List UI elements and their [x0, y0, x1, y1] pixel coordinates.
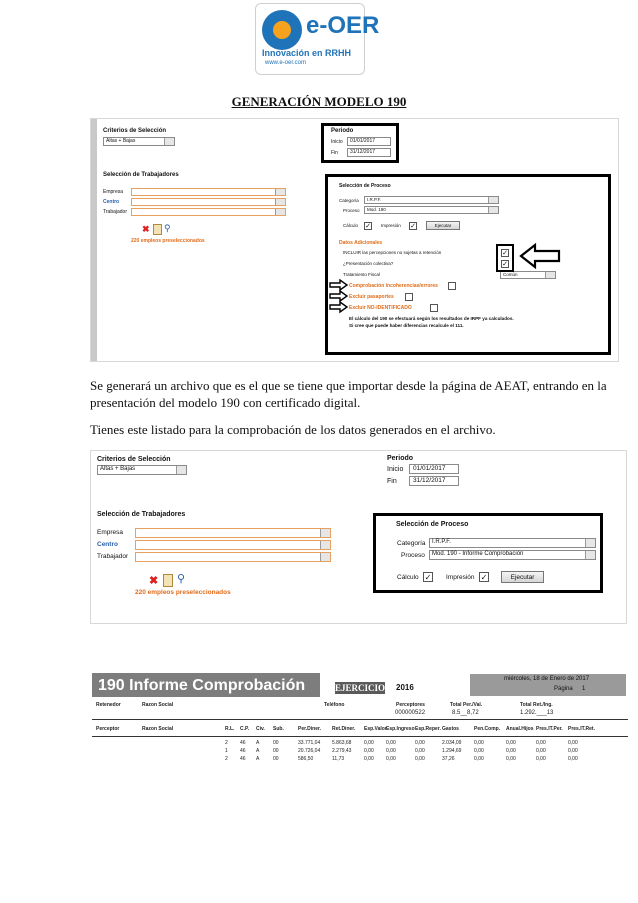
table-cell: 2.279,43	[332, 748, 352, 754]
categoria-select[interactable]	[364, 196, 499, 204]
table-cell: 0,00	[364, 756, 374, 762]
table-cell: 46	[240, 740, 246, 746]
document-icon[interactable]	[163, 574, 173, 587]
column-header: Pen.Comp.	[474, 726, 501, 732]
column-header: Esp.Ingreso	[386, 726, 415, 732]
fin-input[interactable]: 31/12/2017	[409, 476, 459, 486]
table-cell: 0,00	[474, 756, 484, 762]
table-cell: 20.726,04	[298, 748, 321, 754]
proceso-label: Selección de Proceso	[396, 521, 469, 528]
categoria-label: Categoría	[397, 540, 426, 547]
table-cell: 11,73	[332, 756, 345, 762]
table-cell: 0,00	[536, 756, 546, 762]
empresa-select[interactable]	[131, 188, 286, 196]
delete-icon[interactable]: ✖	[149, 575, 159, 587]
inicio-label: Inicio	[387, 466, 404, 473]
trabajador-select[interactable]	[131, 208, 286, 216]
column-header: Esp.Reper.	[415, 726, 441, 732]
calculo-checkbox[interactable]: ✓	[365, 223, 371, 230]
trabajadores-label: Selección de Trabajadores	[97, 511, 186, 518]
categoria-value: I.R.P.F.	[367, 197, 382, 202]
chevron-down-icon	[320, 541, 330, 549]
categoria-value: I.R.P.F.	[432, 539, 451, 545]
divider	[92, 736, 628, 737]
column-header: Anual.Hijos	[506, 726, 534, 732]
divider	[92, 719, 628, 720]
impresion-label: Impresión	[446, 574, 475, 581]
column-header: C.P.	[240, 726, 250, 732]
criterios-select[interactable]	[97, 465, 187, 475]
periodo-label: Periodo	[387, 455, 414, 462]
head-col: Total Per./Val.	[450, 702, 483, 708]
table-cell: 0,00	[568, 740, 578, 746]
table-cell: 46	[240, 756, 246, 762]
preselected-count: 220 empleos preseleccionados	[135, 589, 231, 596]
proceso-value: Mod. 190	[367, 207, 386, 212]
impresion-checkbox[interactable]: ✓	[480, 573, 488, 582]
table-cell: 2.034,09	[442, 740, 462, 746]
table-cell: 1	[225, 748, 228, 754]
delete-icon[interactable]: ✖	[142, 224, 150, 234]
table-cell: 0,00	[506, 740, 516, 746]
proceso-field-label: Proceso	[343, 208, 360, 213]
column-header: Per.Diner.	[298, 726, 322, 732]
search-icon[interactable]: ⚲	[177, 573, 186, 585]
table-cell: 0,00	[364, 748, 374, 754]
trabajador-label: Trabajador	[103, 209, 127, 215]
table-cell: 0,00	[364, 740, 374, 746]
table-cell: 46	[240, 748, 246, 754]
excluir-pasaportes-checkbox[interactable]	[405, 293, 413, 301]
inicio-input[interactable]: 01/01/2017	[347, 137, 391, 146]
table-cell: 0,00	[415, 740, 425, 746]
search-icon[interactable]: ⚲	[164, 223, 171, 233]
column-header: Razon Social	[142, 726, 174, 732]
column-header: Esp.Valor	[364, 726, 387, 732]
ejecutar-button[interactable]: Ejecutar	[426, 221, 460, 230]
tratamiento-select[interactable]	[500, 271, 556, 279]
page-title: GENERACIÓN MODELO 190	[231, 94, 407, 109]
table-cell: 33.771,04	[298, 740, 321, 746]
column-header: Civ.	[256, 726, 265, 732]
chevron-down-icon	[275, 209, 285, 215]
report-title: 190 Informe Comprobación	[98, 677, 306, 694]
table-cell: 2	[225, 740, 228, 746]
table-cell: 0,00	[415, 748, 425, 754]
centro-select[interactable]	[131, 198, 286, 206]
criterios-label: Criterios de Selección	[97, 456, 171, 463]
note-line-1: El cálculo del 190 se efectuará según los resultados de IRPF ya calculados.	[349, 316, 514, 321]
pagina-value: 1	[582, 686, 586, 692]
proceso-label: Selección de Proceso	[339, 183, 391, 189]
centro-select[interactable]	[135, 540, 331, 550]
column-header: R.L.	[225, 726, 235, 732]
table-cell: 5.863,68	[332, 740, 352, 746]
trabajadores-label: Selección de Trabajadores	[103, 172, 179, 178]
table-cell: 0,00	[474, 748, 484, 754]
excluir-pasaportes-label: Excluir pasaportes	[349, 294, 394, 300]
empresa-select[interactable]	[135, 528, 331, 538]
proceso-select[interactable]	[364, 206, 499, 214]
head-col: Razon Social	[142, 702, 174, 708]
column-header: Sub.	[273, 726, 284, 732]
arrow-right-icons	[329, 279, 349, 315]
table-cell: 0,00	[536, 748, 546, 754]
tratamiento-value: Común	[503, 272, 518, 277]
chevron-down-icon	[320, 529, 330, 537]
trabajador-label: Trabajador	[97, 553, 129, 560]
ejecutar-button[interactable]: Ejecutar	[501, 571, 544, 583]
table-cell: 0,00	[415, 756, 425, 762]
chevron-down-icon	[164, 138, 174, 145]
chevron-down-icon	[585, 539, 595, 547]
criterios-select[interactable]	[103, 137, 175, 146]
table-cell: 0,00	[536, 740, 546, 746]
fin-input[interactable]: 31/12/2017	[347, 148, 391, 157]
calculo-label: Cálculo	[343, 223, 359, 228]
head-col: Teléfono	[324, 702, 345, 708]
table-cell: 0,00	[506, 756, 516, 762]
presentacion-label: ¿Presentación colectiva?	[343, 261, 394, 266]
table-cell: 586,50	[298, 756, 314, 762]
table-cell: 00	[273, 756, 279, 762]
table-cell: 0,00	[386, 748, 396, 754]
column-header: Pres.IT.Per.	[536, 726, 563, 732]
calculo-label: Cálculo	[397, 574, 419, 581]
column-header: Pres.IT.Ret.	[568, 726, 595, 732]
table-cell: 37,26	[442, 756, 455, 762]
proceso-field-label: Proceso	[401, 552, 425, 559]
periodo-label: Periodo	[331, 128, 354, 134]
screenshot-informe-form	[90, 450, 627, 624]
head-col: Total Ret./Ing.	[520, 702, 553, 708]
table-cell: A	[256, 756, 260, 762]
column-header: Perceptor	[96, 726, 120, 732]
incluir-checkbox[interactable]: ✓	[502, 250, 508, 257]
empresa-label: Empresa	[103, 189, 124, 195]
chevron-down-icon	[488, 197, 498, 203]
report-date: miércoles, 18 de Enero de 2017	[504, 676, 590, 682]
incluir-label: INCLUIR las percepciones no sujetas a retención	[343, 250, 442, 255]
column-header: Gastos	[442, 726, 459, 732]
table-cell: 1.294,69	[442, 748, 462, 754]
table-cell: 0,00	[568, 756, 578, 762]
criterios-value: Altas + Bajas	[106, 138, 136, 144]
trabajador-select[interactable]	[135, 552, 331, 562]
centro-label: Centro	[103, 199, 120, 205]
fin-label: Fin	[387, 478, 397, 485]
perceptores-value: 000000522	[395, 710, 426, 716]
total-per-value: 8.5__8,72	[452, 710, 479, 716]
chevron-down-icon	[320, 553, 330, 561]
table-cell: 0,00	[474, 740, 484, 746]
document-icon[interactable]	[153, 224, 162, 235]
excluir-noid-label: Excluir NO-IDENTIFICADO	[349, 305, 412, 311]
calculo-checkbox[interactable]: ✓	[424, 573, 432, 582]
total-ret-value: 1.292.___13	[520, 710, 554, 716]
table-cell: 00	[273, 740, 279, 746]
impresion-checkbox[interactable]: ✓	[410, 223, 416, 230]
proceso-value: Mod. 190 - Informe Comprobación	[432, 551, 524, 557]
fin-label: Fin	[331, 150, 338, 156]
screenshot-report	[92, 668, 628, 768]
categoria-select[interactable]	[429, 538, 596, 548]
table-cell: A	[256, 740, 260, 746]
preselected-count: 220 empleos preseleccionados	[131, 238, 205, 244]
head-col: Retenedor	[96, 702, 121, 708]
column-header: Ret.Diner.	[332, 726, 356, 732]
pagina-label: Página	[554, 686, 573, 692]
comprobacion-checkbox[interactable]	[448, 282, 456, 290]
impresion-label: Impresión	[381, 223, 401, 228]
datos-adicionales-label: Datos Adicionales	[339, 240, 383, 246]
inicio-label: Inicio	[331, 139, 343, 145]
chevron-down-icon	[275, 199, 285, 205]
categoria-label: Categoría	[339, 198, 359, 203]
comprobacion-label: Comprobación incoherencias/errores	[349, 283, 438, 289]
presentacion-checkbox[interactable]: ✓	[502, 261, 508, 268]
empresa-label: Empresa	[97, 529, 124, 536]
criterios-value: Altas + Bajas	[100, 466, 136, 472]
note-line-2: Si cree que puede haber diferencias recalcule el 111.	[349, 323, 464, 328]
criterios-label: Criterios de Selección	[103, 128, 167, 134]
chevron-down-icon	[275, 189, 285, 195]
paragraph-listado: Tienes este listado para la comprobación de los datos generados en el archivo.	[90, 422, 496, 437]
table-cell: A	[256, 748, 260, 754]
table-cell: 0,00	[506, 748, 516, 754]
proceso-select[interactable]	[429, 550, 596, 560]
checkbox-highlight-box	[496, 244, 514, 272]
logo-tagline: Innovación en RRHH	[262, 48, 352, 58]
logo-url: www.e-oer.com	[265, 60, 307, 66]
ejercicio-label: EJERCICIO	[335, 683, 386, 693]
chevron-down-icon	[585, 551, 595, 559]
inicio-input[interactable]: 01/01/2017	[409, 464, 459, 474]
tratamiento-label: Tratamiento Fiscal	[343, 272, 380, 277]
table-cell: 00	[273, 748, 279, 754]
arrow-left-icon	[519, 243, 561, 269]
chevron-down-icon	[176, 466, 186, 474]
logo-sun-icon	[273, 21, 291, 39]
head-col: Perceptores	[396, 702, 425, 708]
table-cell: 0,00	[386, 756, 396, 762]
chevron-down-icon	[545, 272, 555, 278]
paragraph-archivo: Se generará un archivo que es el que se tiene que importar desde la página de AEAT, entrando en la presentación del modelo 190 con certificado digital.	[90, 378, 607, 410]
excluir-noid-checkbox[interactable]	[430, 304, 438, 312]
logo-brand: e-OER	[306, 12, 380, 39]
table-cell: 2	[225, 756, 228, 762]
ejercicio-value: 2016	[396, 683, 414, 692]
screenshot-mod190-form	[90, 118, 619, 362]
table-cell: 0,00	[386, 740, 396, 746]
chevron-down-icon	[488, 207, 498, 213]
table-cell: 0,00	[568, 748, 578, 754]
centro-label: Centro	[97, 541, 118, 548]
screenshot-left-edge	[91, 119, 97, 361]
